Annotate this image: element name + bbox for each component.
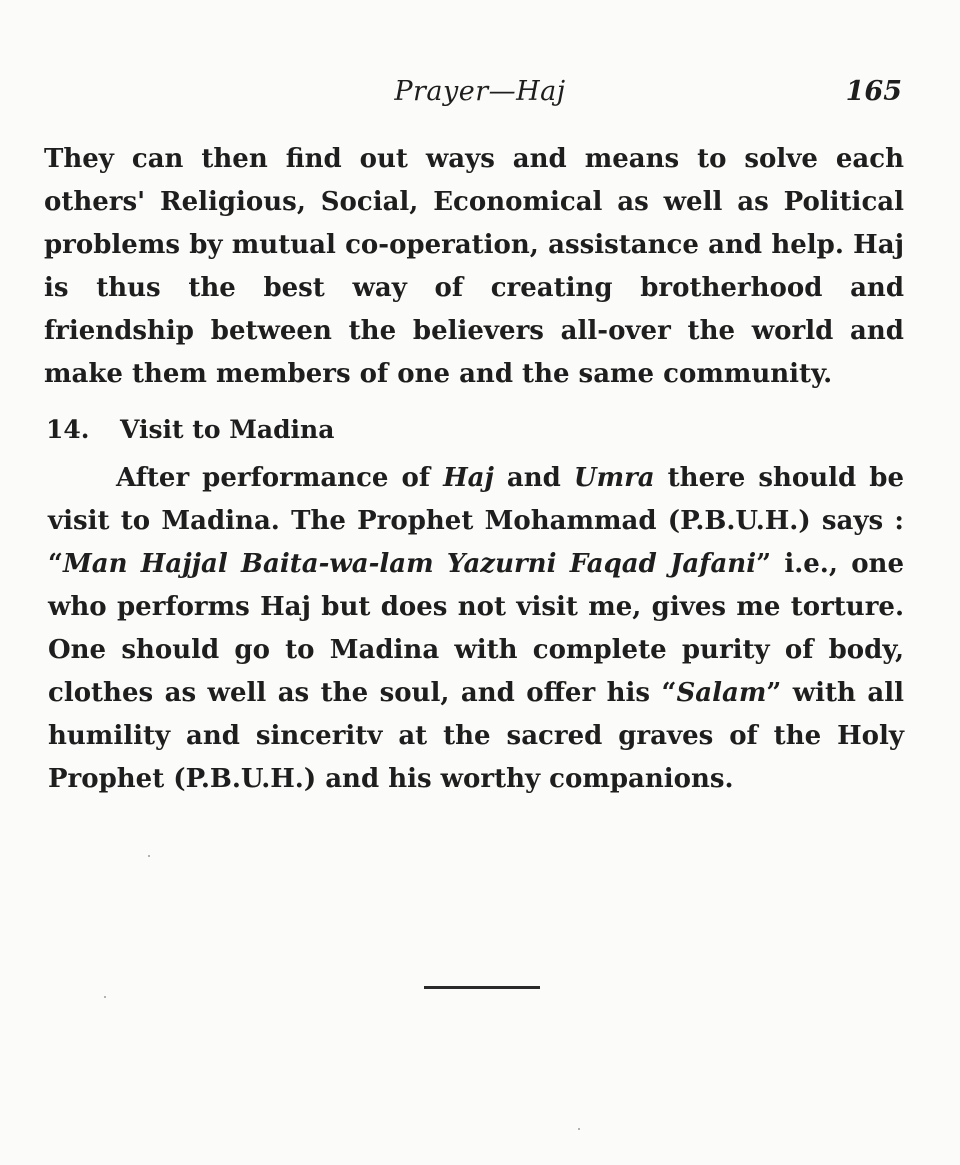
end-of-chapter-rule (424, 986, 540, 989)
text-run: ” i.e., one who performs Haj but does not visit me, gives me torture. One should go to Madina with complete purity of body, clothes as well as the soul, and offer his “ (48, 549, 904, 708)
paper-speck (578, 1128, 580, 1130)
body-text (44, 138, 904, 801)
running-title: Prayer—Haj (394, 76, 566, 107)
text-run: After performance of (116, 463, 444, 493)
page-number: 165 (845, 76, 902, 107)
italic-hadith-quote: Man Hajjal Baita-wa-lam Yazurni Faqad Jafani (62, 549, 757, 579)
text-run: ” with all humility and sinceritv at the sacred graves of the Holy Prophet (P.B.U.H.) and his worthy companions. (48, 678, 904, 794)
section-number: 14. (46, 415, 90, 444)
text-run: there should be visit to Madina. The Prophet Mohammad (P.B.U.H.) says : “ (48, 463, 904, 579)
paragraph-haj-brotherhood: They can then find out ways and means to solve each others' Religious, Social, Economical as well as Political problems by mutual co-operation, assistance and help. Haj is thus the best way of creating brotherhood and friendship between the believers all-over the world and make them members of one and the same community. (44, 144, 904, 389)
paragraph-visit-madina (48, 457, 904, 801)
section-heading (46, 408, 904, 451)
italic-term-haj: Haj (443, 463, 494, 493)
paper-speck (104, 996, 106, 998)
paper-speck (148, 855, 150, 857)
text-run: and (493, 463, 574, 493)
running-header (0, 76, 960, 116)
section-title: Visit to Madina (120, 415, 335, 444)
italic-term-umra: Umra (573, 463, 655, 493)
italic-term-salam: Salam (676, 678, 767, 708)
